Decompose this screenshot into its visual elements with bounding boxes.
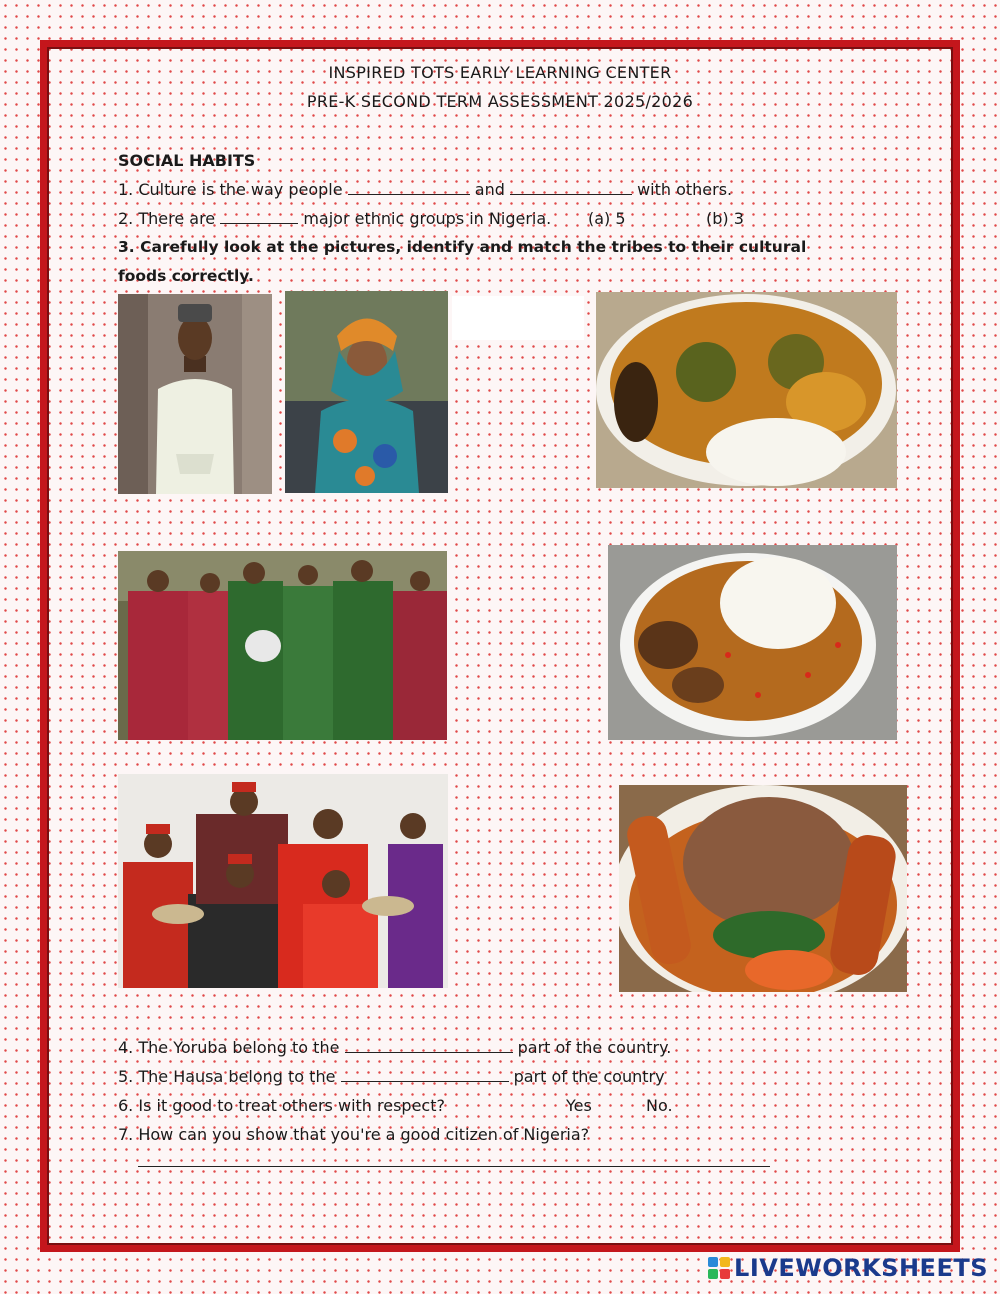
question-3-line2: foods correctly.: [118, 267, 254, 285]
q1-suffix: with others.: [637, 180, 733, 199]
hausa-woman-photo[interactable]: [285, 291, 448, 493]
q2-prefix: 2. There are: [118, 209, 216, 228]
q2-option-b[interactable]: (b) 3: [706, 209, 744, 228]
blank-label-box: [452, 296, 584, 340]
section-title: SOCIAL HABITS: [118, 151, 256, 170]
q1-blank-2[interactable]: [510, 180, 632, 195]
q7-answer-line[interactable]: [138, 1166, 770, 1167]
q6-option-yes[interactable]: Yes: [566, 1096, 592, 1115]
q4-suffix: part of the country.: [517, 1038, 672, 1057]
question-1: [118, 180, 732, 199]
assessment-title: PRE-K SECOND TERM ASSESSMENT 2025/2026: [306, 92, 694, 111]
hausa-man-photo[interactable]: [118, 294, 272, 494]
q6-option-no[interactable]: No.: [646, 1096, 673, 1115]
yoruba-group-photo[interactable]: [118, 551, 447, 740]
logo-grid-icon: [708, 1257, 730, 1279]
swallow-chicken-photo[interactable]: [619, 785, 907, 992]
q1-blank-1[interactable]: [348, 180, 470, 195]
q2-option-a[interactable]: (a) 5: [588, 209, 626, 228]
brand-name: LIVEWORKSHEETS: [734, 1254, 988, 1282]
q5-blank[interactable]: [341, 1067, 509, 1082]
q5-prefix: 5. The Hausa belong to the: [118, 1067, 336, 1086]
question-3-line1: 3. Carefully look at the pictures, identify and match the tribes to their cultural: [118, 238, 807, 256]
school-name: INSPIRED TOTS EARLY LEARNING CENTER: [328, 63, 672, 82]
q4-blank[interactable]: [345, 1038, 513, 1053]
question-7: 7. How can you show that you're a good citizen of Nigeria?: [118, 1125, 590, 1144]
q2-blank[interactable]: [220, 209, 298, 224]
question-6: 6. Is it good to treat others with respect?: [118, 1096, 445, 1115]
question-2: [118, 209, 551, 228]
amala-soup-photo[interactable]: [608, 545, 897, 740]
q5-suffix: part of the country: [513, 1067, 665, 1086]
q1-prefix: 1. Culture is the way people: [118, 180, 343, 199]
igbo-family-photo[interactable]: [118, 774, 448, 988]
question-5: [118, 1067, 665, 1086]
egusi-soup-photo[interactable]: [596, 292, 897, 488]
q1-mid: and: [474, 180, 505, 199]
q4-prefix: 4. The Yoruba belong to the: [118, 1038, 340, 1057]
q2-suffix: major ethnic groups in Nigeria.: [303, 209, 552, 228]
liveworksheets-logo[interactable]: [708, 1254, 988, 1282]
question-4: [118, 1038, 671, 1057]
